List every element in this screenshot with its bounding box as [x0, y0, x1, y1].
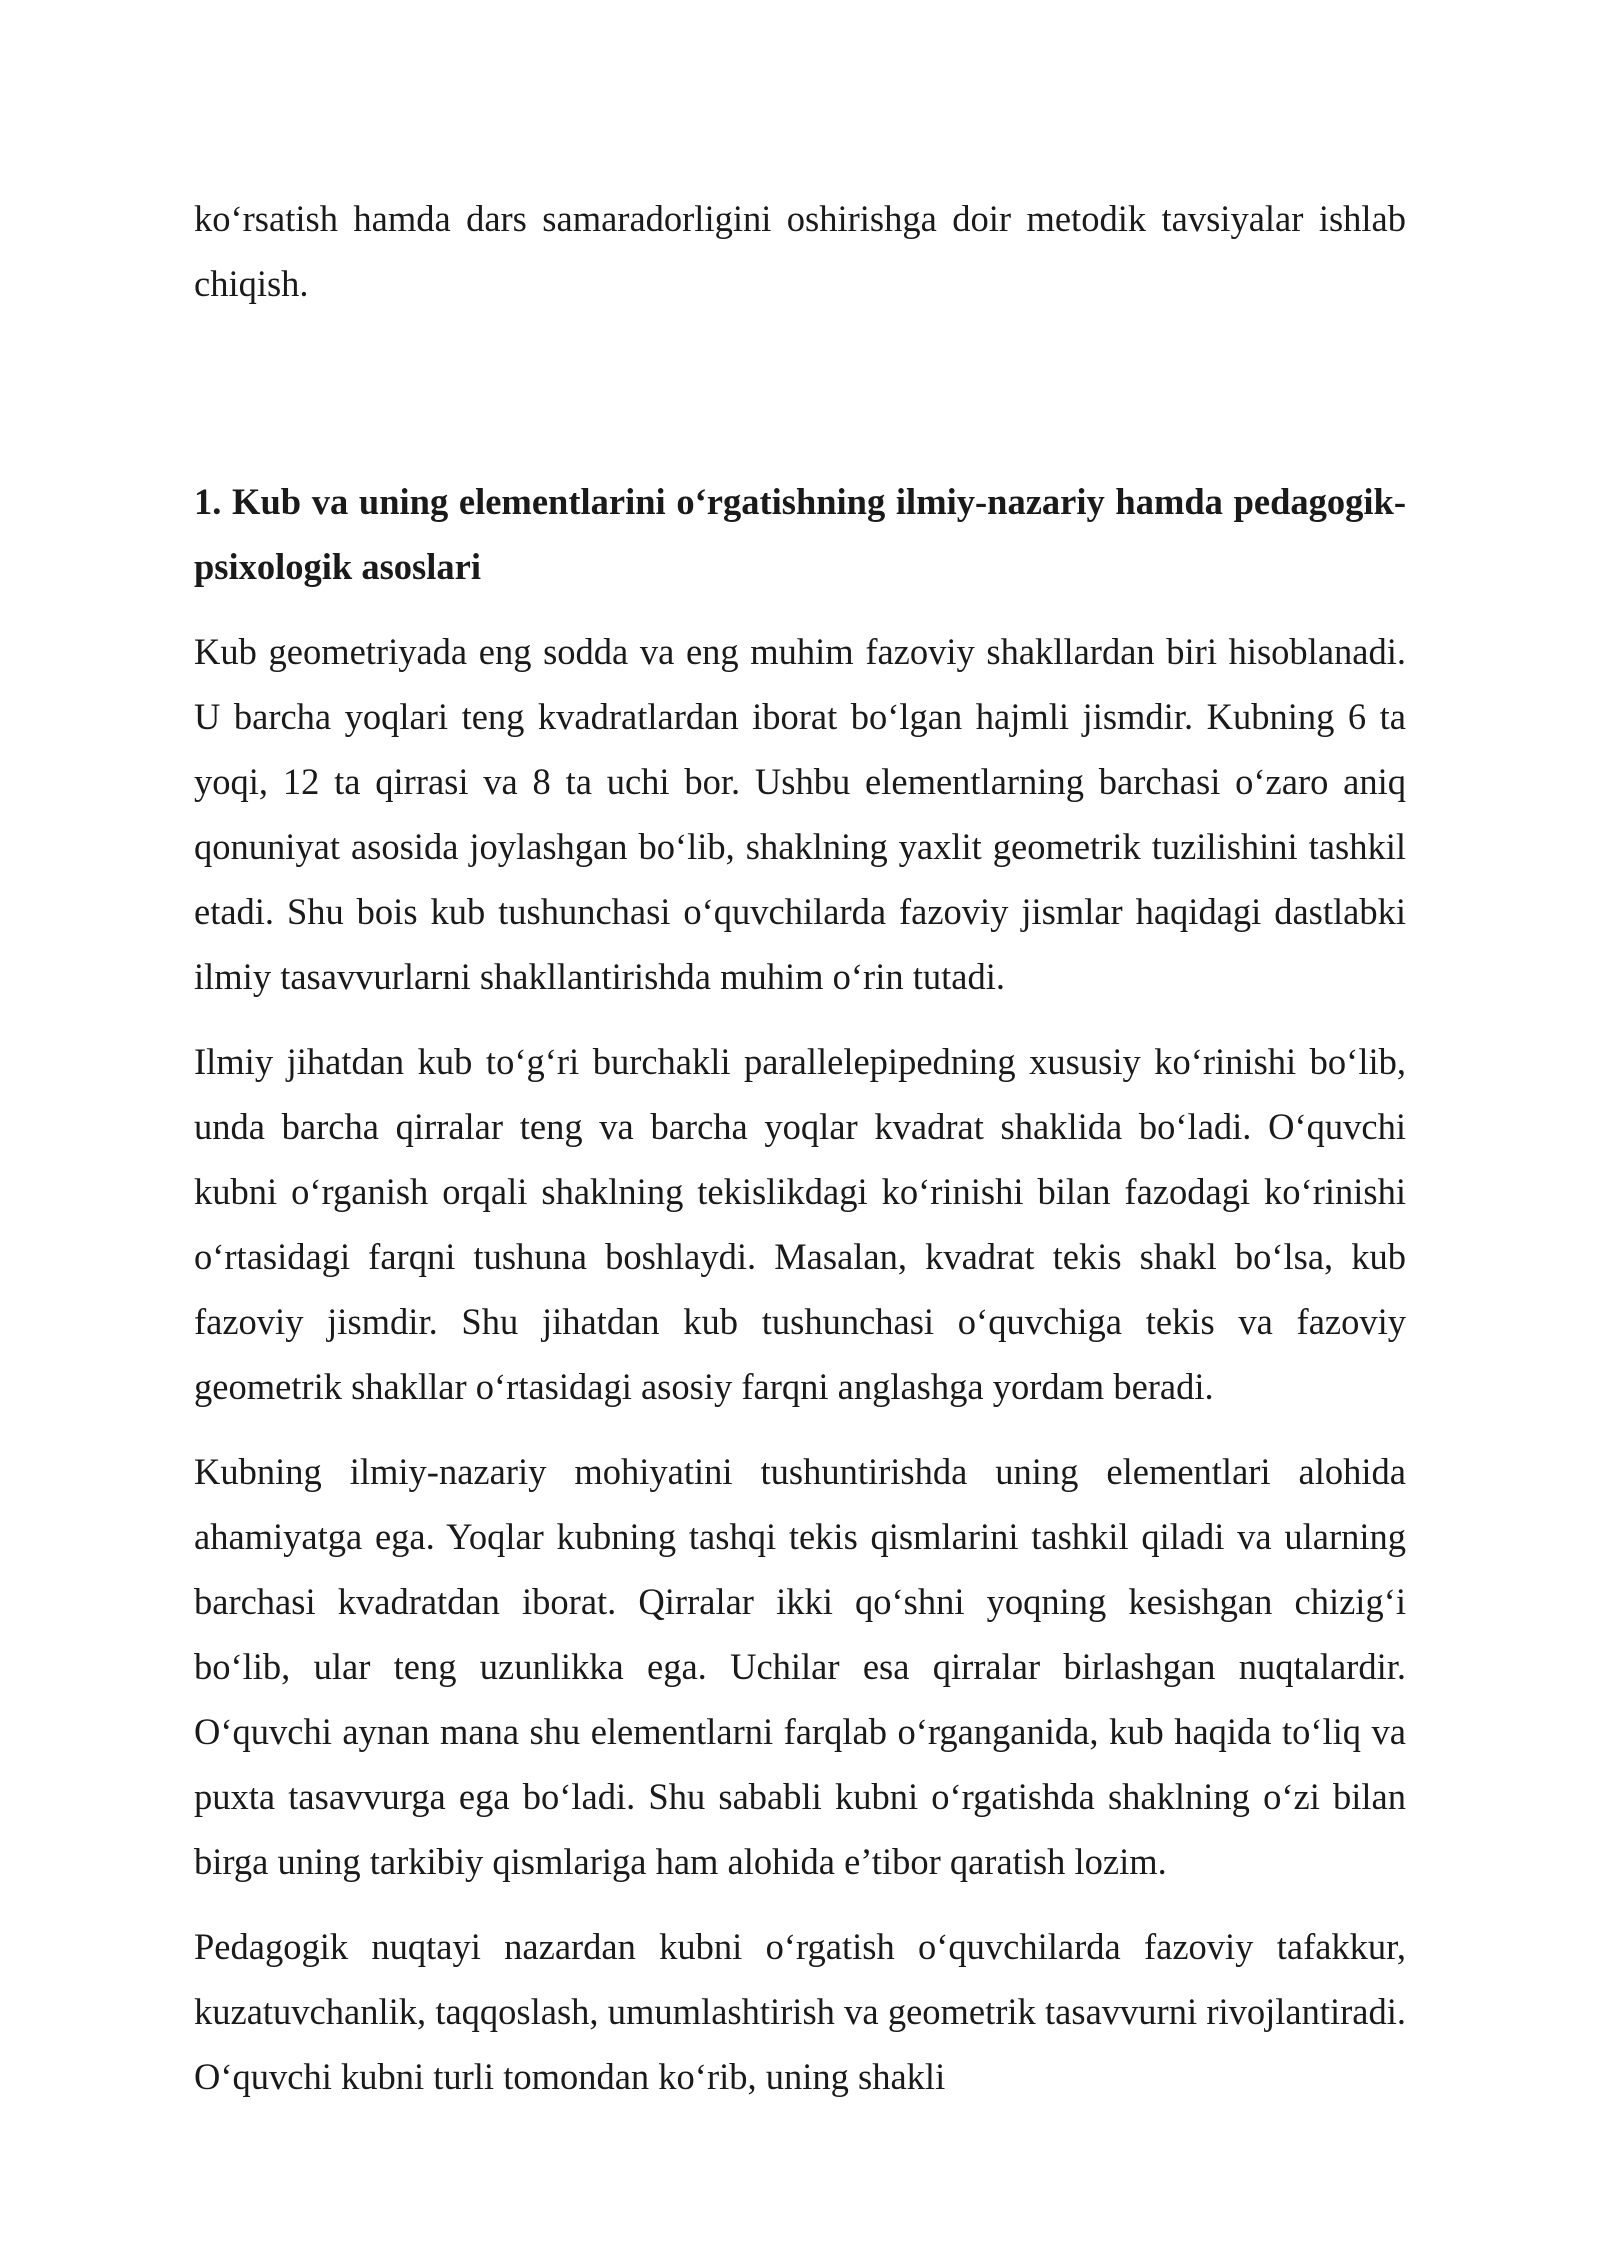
document-page [194, 186, 1406, 2129]
body-paragraph: Ilmiy jihatdan kub to‘g‘ri burchakli parallelepipedning xususiy ko‘rinishi bo‘lib, unda barcha qirralar teng va barcha yoqlar kvadrat shaklida bo‘ladi. O‘quvchi kubni o‘rganish orqali shaklning tekislikdagi ko‘rinishi bilan fazodagi ko‘rinishi o‘rtasidagi farqni tushuna boshlaydi. Masalan, kvadrat tekis shakl bo‘lsa, kub fazoviy jismdir. Shu jihatdan kub tushunchasi o‘quvchiga tekis va fazoviy geometrik shakllar o‘rtasidagi asosiy farqni anglashga yordam beradi. [194, 1041, 1406, 1407]
body-paragraph: Kubning ilmiy-nazariy mohiyatini tushuntirishda uning elementlari alohida ahamiyatga ega. Yoqlar kubning tashqi tekis qismlarini tashkil qiladi va ularning barchasi kvadratdan iborat. Qirralar ikki qo‘shni yoqning kesishgan chizig‘i bo‘lib, ular teng uzunlikka ega. Uchilar esa qirralar birlashgan nuqtalardir. O‘quvchi aynan mana shu elementlarni farqlab o‘rganganida, kub haqida to‘liq va puxta tasavvurga ega bo‘ladi. Shu sababli kubni o‘rgatishda shaklning o‘zi bilan birga uning tarkibiy qismlariga ham alohida e’tibor qaratish lozim. [194, 1451, 1406, 1882]
body-paragraph: Kub geometriyada eng sodda va eng muhim fazoviy shakllardan biri hisoblanadi. U barcha yoqlari teng kvadratlardan iborat bo‘lgan hajmli jismdir. Kubning 6 ta yoqi, 12 ta qirrasi va 8 ta uchi bor. Ushbu elementlarning barchasi o‘zaro aniq qonuniyat asosida joylashgan bo‘lib, shaklning yaxlit geometrik tuzilishini tashkil etadi. Shu bois kub tushunchasi o‘quvchilarda fazoviy jismlar haqidagi dastlabki ilmiy tasavvurlarni shakllantirishda muhim o‘rin tutadi. [194, 631, 1406, 997]
section-heading: 1. Kub va uning elementlarini o‘rgatishning ilmiy-nazariy hamda pedagogik-psixologik asoslari [194, 481, 1406, 587]
body-paragraph: Pedagogik nuqtayi nazardan kubni o‘rgatish o‘quvchilarda fazoviy tafakkur, kuzatuvchanlik, taqqoslash, umumlashtirish va geometrik tasavvurni rivojlantiradi. O‘quvchi kubni turli tomondan ko‘rib, uning shakli [194, 1926, 1406, 2097]
continuation-paragraph: ko‘rsatish hamda dars samaradorligini oshirishga doir metodik tavsiyalar ishlab chiqish. [194, 198, 1406, 304]
